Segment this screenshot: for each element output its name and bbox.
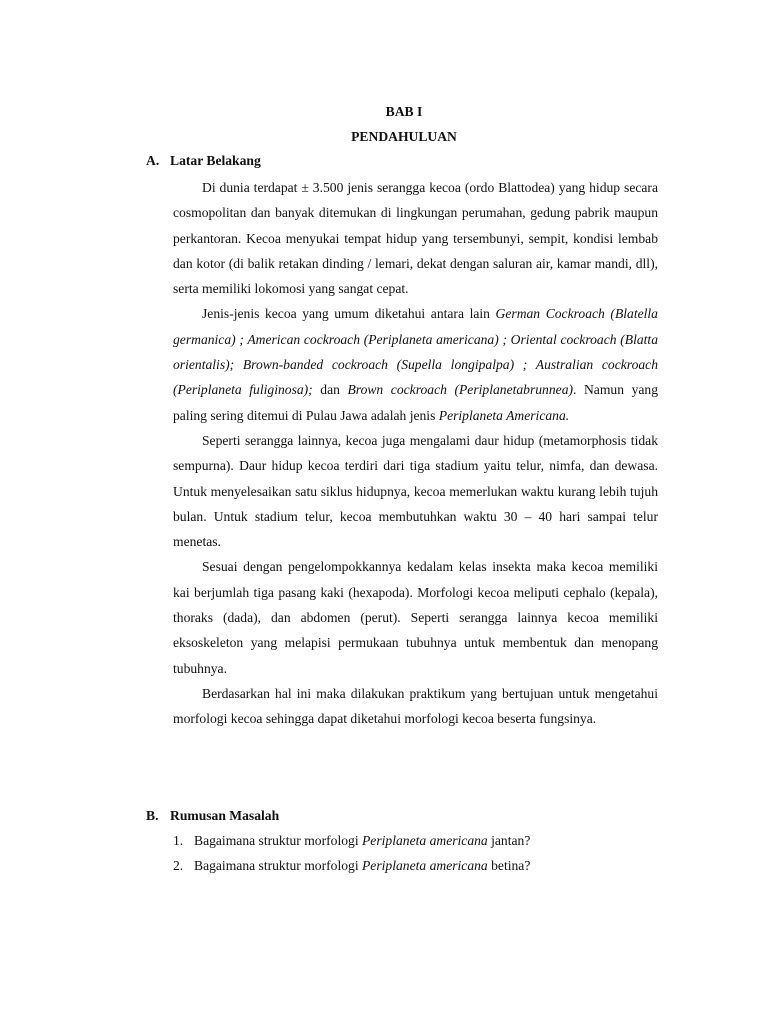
list-item-number: 2. bbox=[173, 858, 184, 874]
list-item bbox=[173, 828, 658, 853]
list-item bbox=[173, 853, 658, 878]
text-run: Di dunia terdapat ± 3.500 jenis serangga kecoa (ordo Blattodea) yang hidup secara cosmopolitan dan banyak ditemukan di lingkungan perumahan, gedung pabrik maupun perkantoran. Kecoa menyukai tempat hidup yang tersembunyi, sempit, kondisi lembab dan kotor (di balik retakan dinding / lemari, dekat dengan saluran air, kamar mandi, dll), serta memiliki lokomosi yang sangat cepat. bbox=[173, 180, 658, 297]
paragraph bbox=[173, 301, 658, 427]
italic-text-run: Periplaneta Americana. bbox=[438, 407, 570, 423]
latar-belakang-body bbox=[173, 175, 658, 732]
paragraph bbox=[173, 428, 658, 554]
text-run: Bagaimana struktur morfologi bbox=[194, 858, 362, 874]
text-run: betina? bbox=[487, 858, 531, 874]
section-a-title: Latar Belakang bbox=[170, 153, 261, 168]
italic-text-run: Periplaneta americana bbox=[362, 858, 488, 874]
text-run: . Namun yang paling sering ditemui di Pulau Jawa adalah jenis bbox=[173, 382, 658, 423]
text-run: Jenis-jenis kecoa yang umum diketahui antara lain bbox=[202, 306, 496, 322]
text-run: dan bbox=[312, 382, 348, 398]
paragraph bbox=[173, 175, 658, 301]
italic-text-run: German Cockroach (Blatella germanica) ; American cockroach (Periplaneta americana) ; Oriental cockroach (Blatta orientalis); Brown-banded cockroach (Supella longipalpa) ; Australian cockroach (Periplaneta fuliginosa); bbox=[173, 306, 658, 398]
text-run: Berdasarkan hal ini maka dilakukan praktikum yang bertujuan untuk mengetahui morfologi kecoa sehingga dapat diketahui morfologi kecoa beserta fungsinya. bbox=[173, 685, 658, 727]
text-run: Bagaimana struktur morfologi bbox=[194, 833, 362, 848]
paragraph bbox=[173, 681, 658, 732]
text-run: Seperti serangga lainnya, kecoa juga mengalami daur hidup (metamorphosis tidak sempurna). Daur hidup kecoa terdiri dari tiga stadium yaitu telur, nimfa, dan dewasa. Untuk menyelesaikan satu siklus hidupnya, kecoa memerlukan waktu kurang lebih tujuh bulan. Untuk stadium telur, kecoa membutuhkan waktu 30 – 40 hari sampai telur menetas. bbox=[173, 432, 658, 550]
rumusan-masalah-list bbox=[173, 828, 658, 879]
list-item-text bbox=[194, 833, 530, 848]
list-item-number: 1. bbox=[173, 833, 184, 848]
italic-text-run: Periplaneta americana bbox=[362, 833, 488, 848]
paragraph bbox=[173, 554, 658, 680]
section-b-title: Rumusan Masalah bbox=[170, 808, 280, 823]
text-run: jantan? bbox=[487, 833, 531, 848]
section-b-letter: B. bbox=[146, 808, 159, 823]
text-run: Sesuai dengan pengelompokkannya kedalam kelas insekta maka kecoa memiliki kai berjumlah tiga pasang kaki (hexapoda). Morfologi kecoa meliputi cephalo (kepala), thoraks (dada), dan abdomen (perut). Seperti serangga lainnya kecoa memiliki eksoskeleton yang melapisi permukaan tubuhnya untuk membentuk dan menopang tubuhnya. bbox=[173, 559, 658, 676]
section-a-letter: A. bbox=[146, 153, 160, 168]
italic-text-run: Brown cockroach (Periplanetabrunnea) bbox=[347, 382, 574, 398]
chapter-number: BAB I bbox=[385, 104, 423, 119]
section-a-heading bbox=[146, 153, 261, 169]
section-b-heading bbox=[146, 808, 279, 824]
list-item-text bbox=[194, 858, 530, 873]
chapter-title: PENDAHULUAN bbox=[351, 129, 457, 144]
